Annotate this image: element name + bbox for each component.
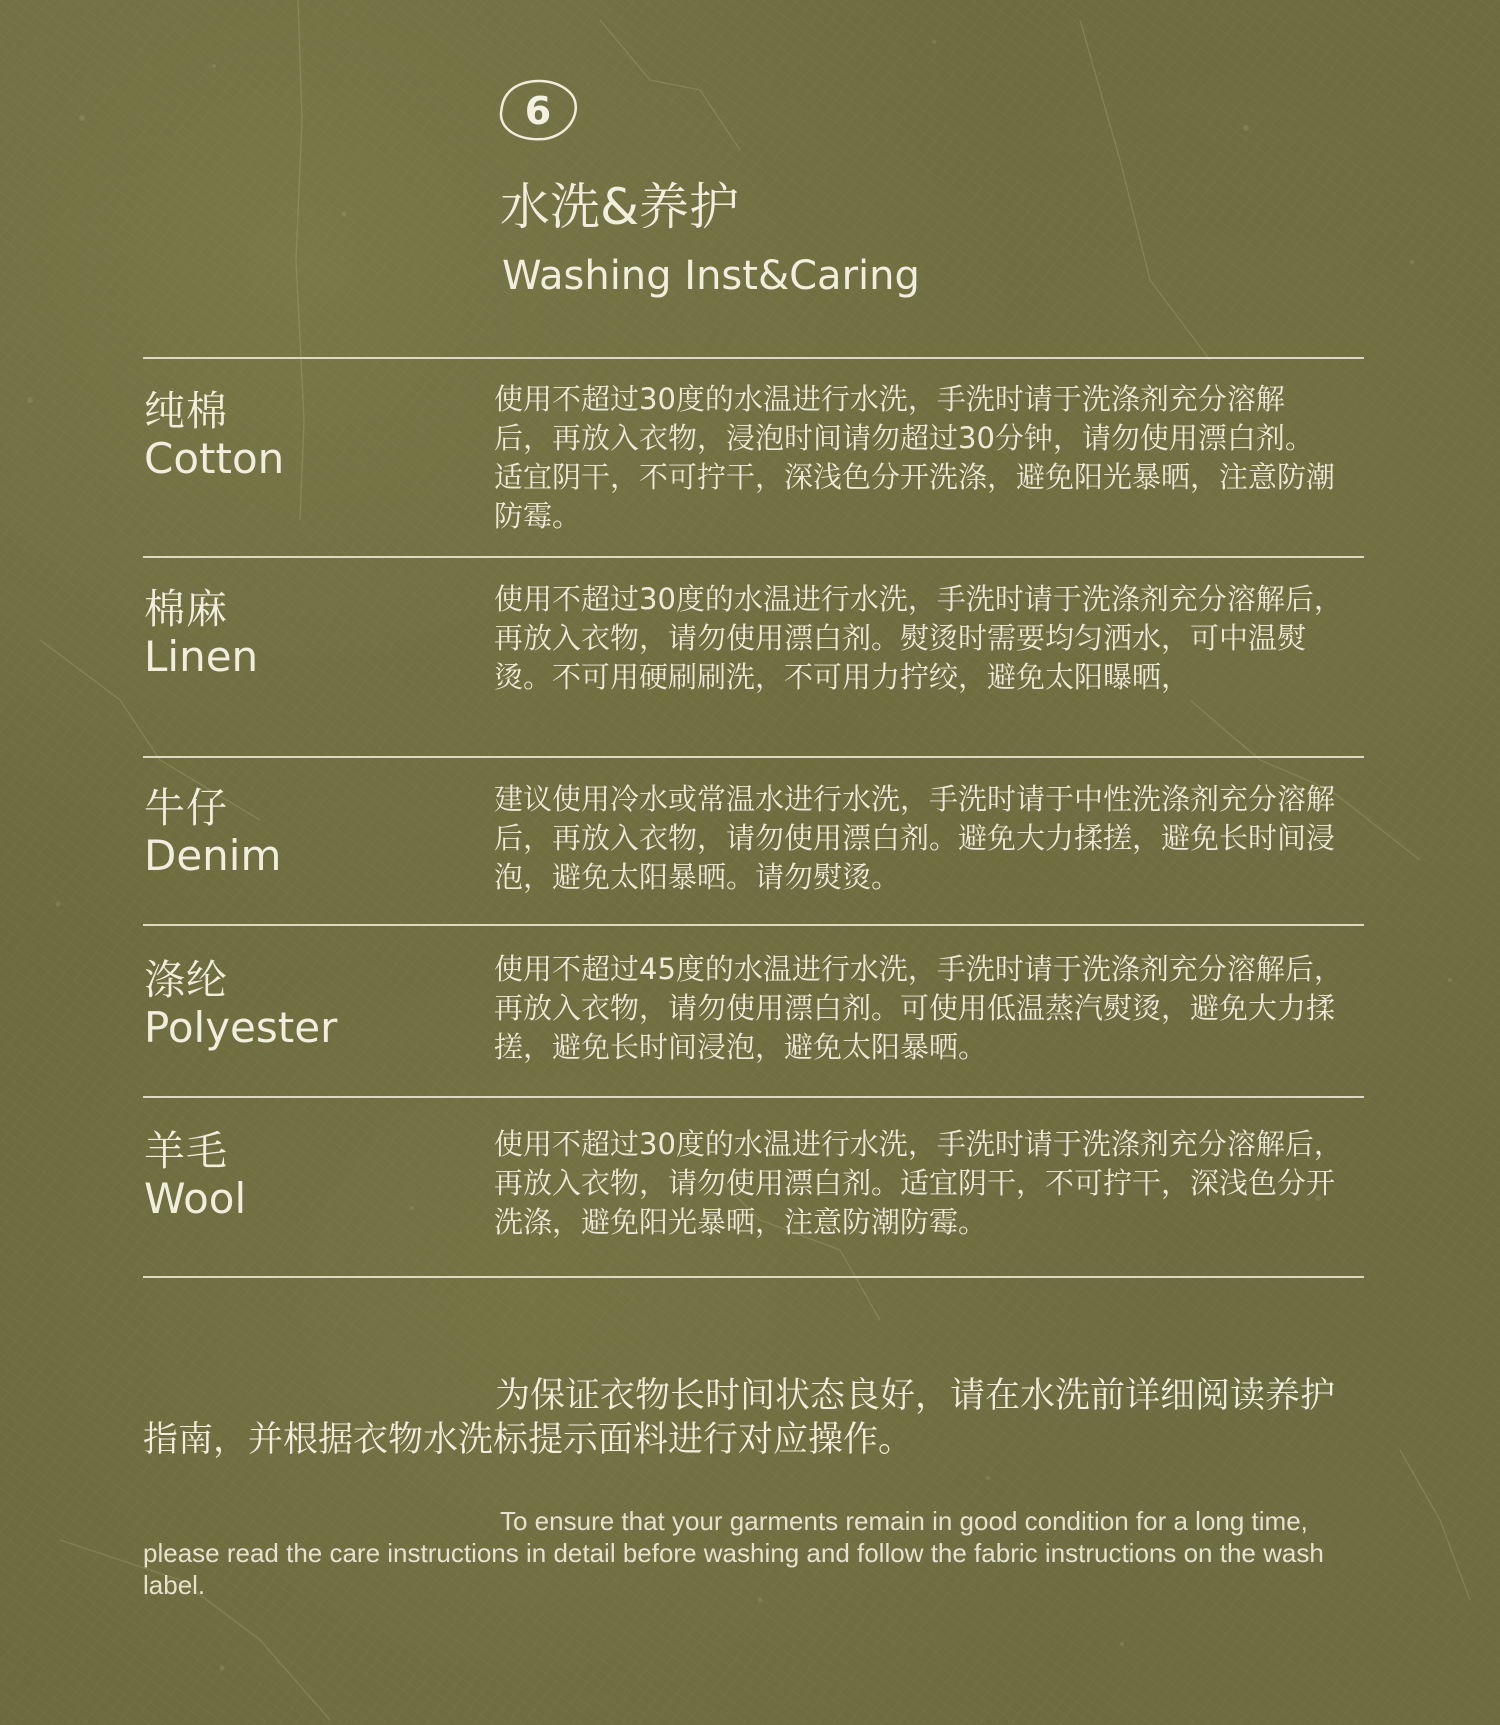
- material-label-wool: [144, 1129, 246, 1225]
- material-label-polyester: [144, 958, 337, 1054]
- material-name-zh: 涤纶: [144, 956, 228, 1004]
- material-label-cotton: [144, 389, 284, 485]
- material-name-zh: 牛仔: [144, 784, 228, 832]
- material-name-en: Wool: [144, 1174, 247, 1223]
- material-instructions-wool: 使用不超过30度的水温进行水洗，手洗时请于洗涤剂充分溶解后，再放入衣物，请勿使用漂白剂。适宜阴干，不可拧干，深浅色分开洗涤，避免阳光暴晒，注意防潮防霉。: [494, 1127, 1343, 1239]
- divider: [143, 924, 1364, 926]
- divider: [143, 1276, 1364, 1278]
- material-name-en: Cotton: [144, 434, 285, 483]
- material-name-en: Denim: [144, 831, 282, 880]
- material-instructions-cotton: 使用不超过30度的水温进行水洗，手洗时请于洗涤剂充分溶解后，再放入衣物，浸泡时间请勿超过30分钟，请勿使用漂白剂。适宜阴干，不可拧干，深浅色分开洗涤，避免阳光暴晒，注意防潮防霉。: [494, 382, 1336, 533]
- section-number: 6: [524, 89, 552, 133]
- material-name-zh: 纯棉: [144, 387, 228, 435]
- material-instructions-denim: 建议使用冷水或常温水进行水洗，手洗时请于中性洗涤剂充分溶解后，再放入衣物，请勿使用漂白剂。避免大力揉搓，避免长时间浸泡，避免太阳暴晒。请勿熨烫。: [494, 782, 1336, 894]
- page-title-en: Washing Inst&Caring: [502, 253, 920, 299]
- material-name-en: Polyester: [144, 1003, 338, 1052]
- material-name-zh: 羊毛: [144, 1127, 228, 1175]
- material-instructions-polyester: 使用不超过45度的水温进行水洗，手洗时请于洗涤剂充分溶解后，再放入衣物，请勿使用漂白剂。可使用低温蒸汽熨烫，避免大力揉搓，避免长时间浸泡，避免太阳暴晒。: [494, 952, 1343, 1064]
- material-name-en: Linen: [144, 632, 259, 681]
- care-note-zh: 为保证衣物长时间状态良好，请在水洗前详细阅读养护指南，并根据衣物水洗标提示面料进行对应操作。: [143, 1376, 1336, 1460]
- page-title-zh: 水洗&养护: [500, 178, 739, 236]
- section-number-badge: [498, 77, 578, 141]
- material-name-zh: 棉麻: [144, 585, 228, 633]
- divider: [143, 756, 1364, 758]
- care-note-en: To ensure that your garments remain in good condition for a long time, please read the care instructions in detail before washing and follow the fabric instructions on the wash label.: [143, 1506, 1324, 1600]
- divider: [143, 556, 1364, 558]
- divider: [143, 357, 1364, 359]
- material-instructions-linen: 使用不超过30度的水温进行水洗，手洗时请于洗涤剂充分溶解后，再放入衣物，请勿使用漂白剂。熨烫时需要均匀洒水，可中温熨烫。不可用硬刷刷洗，不可用力拧绞，避免太阳曝晒，: [494, 582, 1343, 694]
- divider: [143, 1096, 1364, 1098]
- material-label-linen: [144, 587, 258, 683]
- material-label-denim: [144, 786, 281, 882]
